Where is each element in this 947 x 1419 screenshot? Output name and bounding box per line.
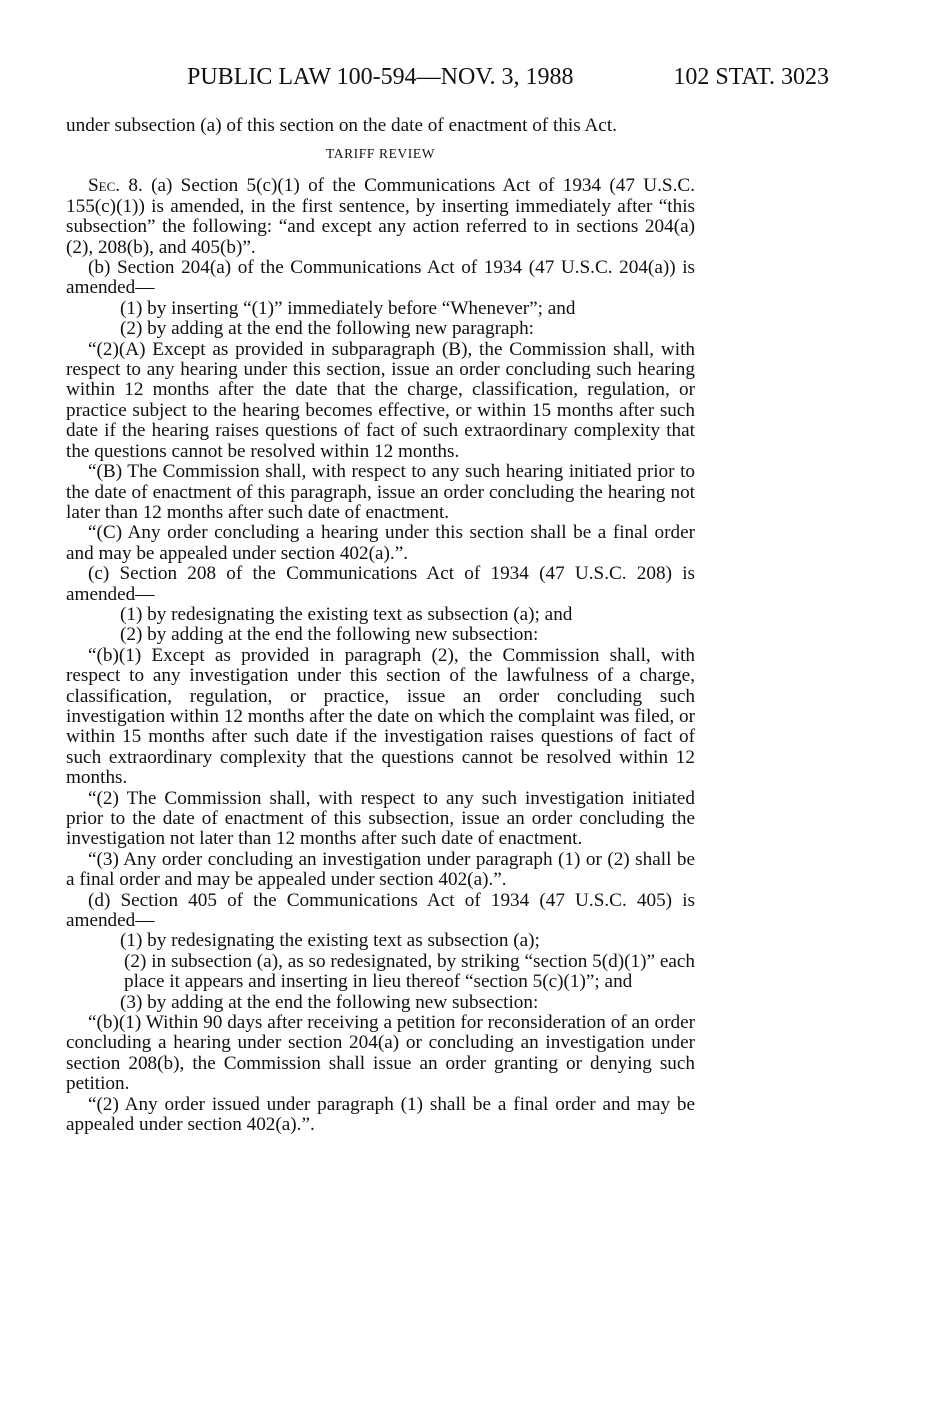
running-header xyxy=(187,62,829,92)
section-heading: TARIFF REVIEW xyxy=(325,146,436,162)
section-8b-new-paragraph-B: “(B) The Commission shall, with respect to any such hearing initiated prior to the date of enactment of this paragraph, issue an order concluding the hearing not later than 12 months after such date of enactment. xyxy=(66,461,695,523)
header-stat-page: 102 STAT. 3023 xyxy=(673,64,829,90)
carryover-paragraph: under subsection (a) of this section on the date of enactment of this Act. xyxy=(66,115,617,136)
section-8c-new-subsection-3: “(3) Any order concluding an investigation under paragraph (1) or (2) shall be a final order and may be appealed under section 402(a).”. xyxy=(66,848,695,891)
section-8c-new-subsection-2: “(2) The Commission shall, with respect to any such investigation initiated prior to the date of enactment of this subsection, issue an order concluding the investigation not later than 12 months after such date of enactment. xyxy=(66,787,695,850)
section-8c-item-1: (1) by redesignating the existing text as subsection (a); and xyxy=(120,603,573,625)
section-8c-new-subsection-b1: “(b)(1) Except as provided in paragraph (2), the Commission shall, with respect to any investigation under this section of the lawfulness of a charge, classification, regulation, or practice, issue an order concluding such investigation within 12 months after the date on which the complaint was filed, or within 15 months after such date if the investigation raises questions of fact of such extraordinary complexity that the questions cannot be resolved within 12 months. xyxy=(66,644,695,789)
section-8b-item-1: (1) by inserting “(1)” immediately before “Whenever”; and xyxy=(120,297,576,319)
section-8b-new-paragraph-C: “(C) Any order concluding a hearing under this section shall be a final order and may be appealed under section 402(a).”. xyxy=(66,522,695,564)
header-title: PUBLIC LAW 100-594—NOV. 3, 1988 xyxy=(187,64,574,90)
section-8c-item-2: (2) by adding at the end the following new subsection: xyxy=(120,624,539,646)
section-8d-item-1: (1) by redesignating the existing text as subsection (a); xyxy=(120,930,540,952)
section-8b-new-paragraph-2A: “(2)(A) Except as provided in subparagraph (B), the Commission shall, with respect to any hearing under this section, issue an order concluding such hearing within 12 months after the date that the charge, classification, regulation, or practice subject to the hearing becomes effective, or within 15 months after such date if the hearing raises questions of fact of such extraordinary complexity that the questions cannot be resolved within 12 months. xyxy=(66,338,695,462)
section-8d-new-subsection-b1: “(b)(1) Within 90 days after receiving a petition for reconsideration of an order concluding a hearing under section 204(a) or concluding an investigation under section 208(b), the Commission shall issue an order granting or denying such petition. xyxy=(66,1012,695,1095)
section-8d-paragraph: (d) Section 405 of the Communications Act of 1934 (47 U.S.C. 405) is amended— xyxy=(66,889,695,932)
section-8d-new-subsection-2: “(2) Any order issued under paragraph (1) shall be a final order and may be appealed under section 402(a).”. xyxy=(66,1093,695,1136)
section-label: Sec. xyxy=(88,175,121,197)
section-8d-item-2: (2) in subsection (a), as so redesignated, by striking “section 5(d)(1)” each place it appears and inserting in lieu thereof “section 5(c)(1)”; and xyxy=(124,950,695,993)
section-8b-paragraph: (b) Section 204(a) of the Communications Act of 1934 (47 U.S.C. 204(a)) is amended— xyxy=(66,257,695,299)
section-8c-paragraph: (c) Section 208 of the Communications Act of 1934 (47 U.S.C. 208) is amended— xyxy=(66,563,695,605)
statute-body xyxy=(66,116,695,1136)
section-8b-item-2: (2) by adding at the end the following new paragraph: xyxy=(120,318,535,340)
section-8a-text: 8. (a) Section 5(c)(1) of the Communications Act of 1934 (47 U.S.C. 155(c)(1)) is amended, in the first sentence, by inserting immediately after “this subsection” the following: “and except any action referred to in sections 204(a)(2), 208(b), and 405(b)”. xyxy=(66,175,695,258)
section-8d-item-3: (3) by adding at the end the following new subsection: xyxy=(120,991,539,1013)
section-8a-paragraph xyxy=(66,176,695,258)
